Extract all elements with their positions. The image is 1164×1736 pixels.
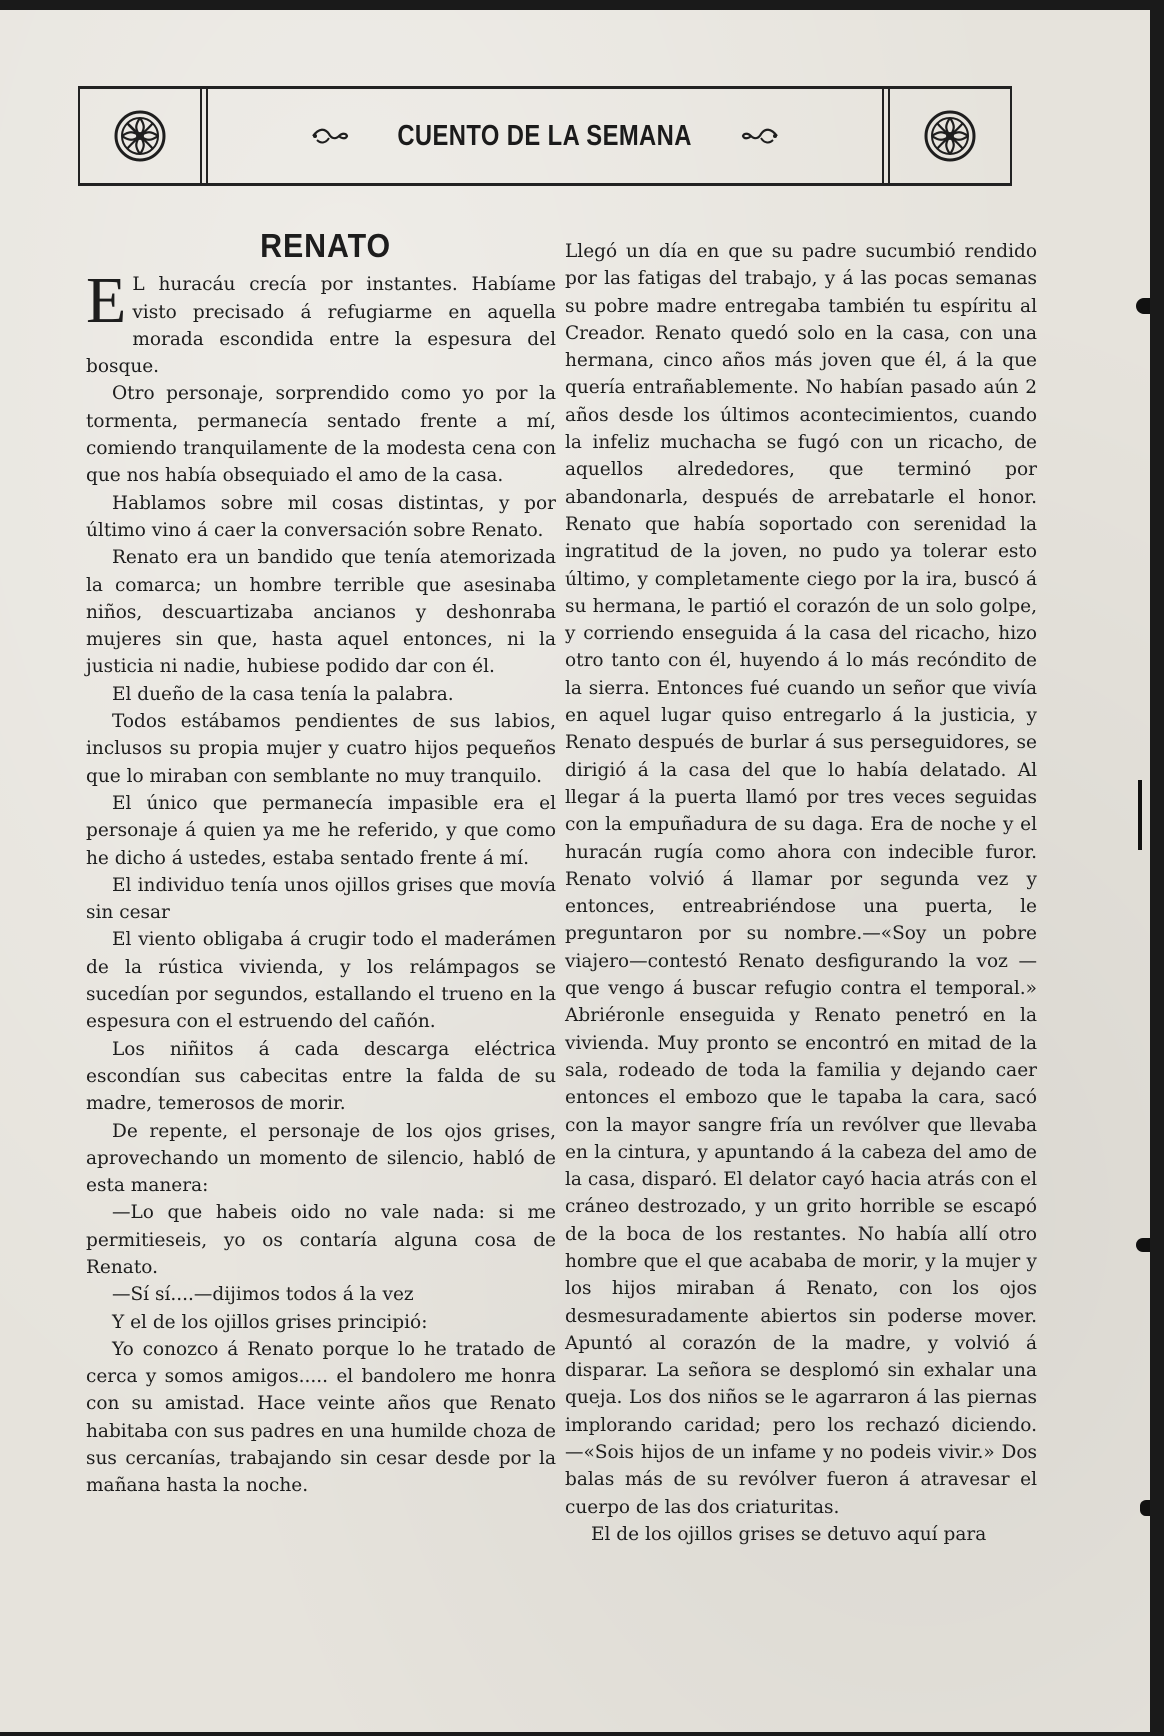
header-title-wrap [208, 89, 882, 183]
header-left-box [80, 89, 202, 183]
story-title: RENATO [260, 227, 392, 264]
paragraph-7: El único que permanecía impasible era el personaje á quien ya me he referido, y que como he dicho á ustedes, estaba sentado frente á mí. [86, 792, 556, 869]
rosette-right-icon [923, 109, 977, 163]
header-rule-right [882, 89, 884, 183]
paragraph-2: Otro personaje, sorprendido como yo por la tormenta, permanecía sentado frente a mí, comiendo tranquilamente de la modesta cena con que nos había obsequiado el amo de la casa. [86, 383, 556, 487]
section-header [78, 86, 1012, 186]
section-title: CUENTO DE LA SEMANA [397, 119, 693, 152]
left-column [86, 210, 556, 1500]
paragraph-10: Los niñitos á cada descarga eléctrica escondían sus cabecitas entre la falda de su madre, temerosos de morir. [86, 1038, 556, 1115]
paragraph-17: El de los ojillos grises se detuvo aquí para [591, 1523, 987, 1545]
edge-mark-4 [1140, 1500, 1150, 1516]
paragraph-4: Renato era un bandido que tenía atemorizada la comarca; un hombre terrible que asesinaba niños, descuartizaba ancianos y deshonraba mujeres sin que, hasta aquel entonces, ni la justicia ni nadie, hubiese podido dar con él. [86, 547, 556, 678]
paragraph-1 [86, 264, 556, 380]
paragraph-12: —Lo que habeis oido no vale nada: si me permitieseis, yo os contaría alguna cosa de Renato. [86, 1202, 556, 1278]
paragraph-15: Yo conozco á Renato porque lo he tratado de cerca y somos amigos..... el bandolero me honra con su amistad. Hace veinte años que Renato habitaba con sus padres en una humilde choza de sus cercanías, trabajando sin cesar desde por la mañana hasta la noche. [86, 1338, 556, 1497]
paragraph-1-text: L huracáu crecía por instantes. Habíame visto precisado á refugiarme en aquella morada escondida entre la espesura del bosque. [86, 274, 556, 378]
fleuron-right-icon [741, 126, 779, 146]
right-column [565, 238, 1037, 1548]
paragraph-14: Y el de los ojillos grises principió: [112, 1311, 428, 1333]
magazine-page [0, 10, 1150, 1732]
paragraph-5: El dueño de la casa tenía la palabra. [112, 683, 454, 705]
paragraph-13: —Sí sí....—dijimos todos á la vez [112, 1284, 414, 1306]
paragraph-8: El individuo tenía unos ojillos grises que movía sin cesar [86, 874, 556, 924]
edge-mark-3 [1136, 1238, 1150, 1252]
paragraph-11: De repente, el personaje de los ojos grises, aprovechando un momento de silencio, habló de esta manera: [86, 1120, 556, 1197]
paragraph-6: Todos estábamos pendientes de sus labios, inclusos su propia mujer y cuatro hijos pequeños que lo miraban con semblante no muy tranquilo. [86, 711, 556, 787]
edge-mark-1 [1136, 298, 1150, 314]
drop-cap: E [86, 264, 127, 338]
paragraph-3: Hablamos sobre mil cosas distintas, y por último vino á caer la conversación sobre Renato. [86, 492, 556, 541]
rosette-left-icon [113, 109, 167, 163]
edge-mark-2 [1138, 780, 1142, 850]
paragraph-16: Llegó un día en que su padre sucumbió rendido por las fatigas del trabajo, y á las pocas semanas su pobre madre entregaba también tu espíritu al Creador. Renato quedó solo en la casa, con una hermana, cinco años más joven que él, á la que quería entrañablemente. No habían pasado aún 2 años desde los últimos acontecimientos, cuando la infeliz muchacha se fugó con un ricacho, de aquellos alrededores, que terminó por abandonarla, después de arrebatarle el honor. Renato que había soportado con serenidad la ingratitud de la joven, no pudo ya tolerar esto último, y completamente ciego por la ira, buscó á su hermana, le partió el corazón de un solo golpe, y corriendo enseguida á la casa del ricacho, hizo otro tanto con él, huyendo á lo más recóndito de la sierra. Entonces fué cuando un señor que vivía en aquel lugar quiso entregarlo á la justicia, y Renato después de burlar á sus perseguidores, se dirigió á la casa del que lo había delatado. Al llegar á la puerta llamó por tres veces seguidas con la empuñadura de su daga. Era de noche y el huracán rugía como ahora con indecible furor. Renato volvió á llamar por segunda vez y entonces, entreabriéndose una puerta, le preguntaron por su nombre.—«Soy un pobre viajero—contestó Renato desfigurando la voz —que vengo á buscar refugio contra el temporal.» Abriéronle enseguida y Renato penetró en la vivienda. Muy pronto se encontró en mitad de la sala, rodeado de toda la familia y dejando caer entonces el embozo que le tapaba la cara, sacó con la mayor sangre fría un revólver que llevaba en la cintura, y apuntando á la cabeza del amo de la casa, disparó. El delator cayó hacia atrás con el cráneo destrozado, y un grito horrible se escapó de la boca de los restantes. No había allí otro hombre que el que acababa de morir, y la mujer y los hijos miraban á Renato, con los ojos desmesuradamente abiertos sin poderse mover. Apuntó al corazón de la madre, y volvió á disparar. La señora se desplomó sin exhalar una queja. Los dos niños se le agarraron á las piernas implorando caridad; pero los rechazó diciendo.—«Sois hijos de un infame y no podeis vivir.» Dos balas más de su revólver fueron á atravesar el cuerpo de las dos criaturitas. [565, 241, 1037, 1518]
fleuron-left-icon [311, 126, 349, 146]
header-right-box [888, 89, 1010, 183]
paragraph-9: El viento obligaba á crugir todo el maderámen de la rústica vivienda, y los relámpagos se sucedían por segundos, estallando el trueno en la espesura con el estruendo del cañón. [86, 929, 556, 1033]
